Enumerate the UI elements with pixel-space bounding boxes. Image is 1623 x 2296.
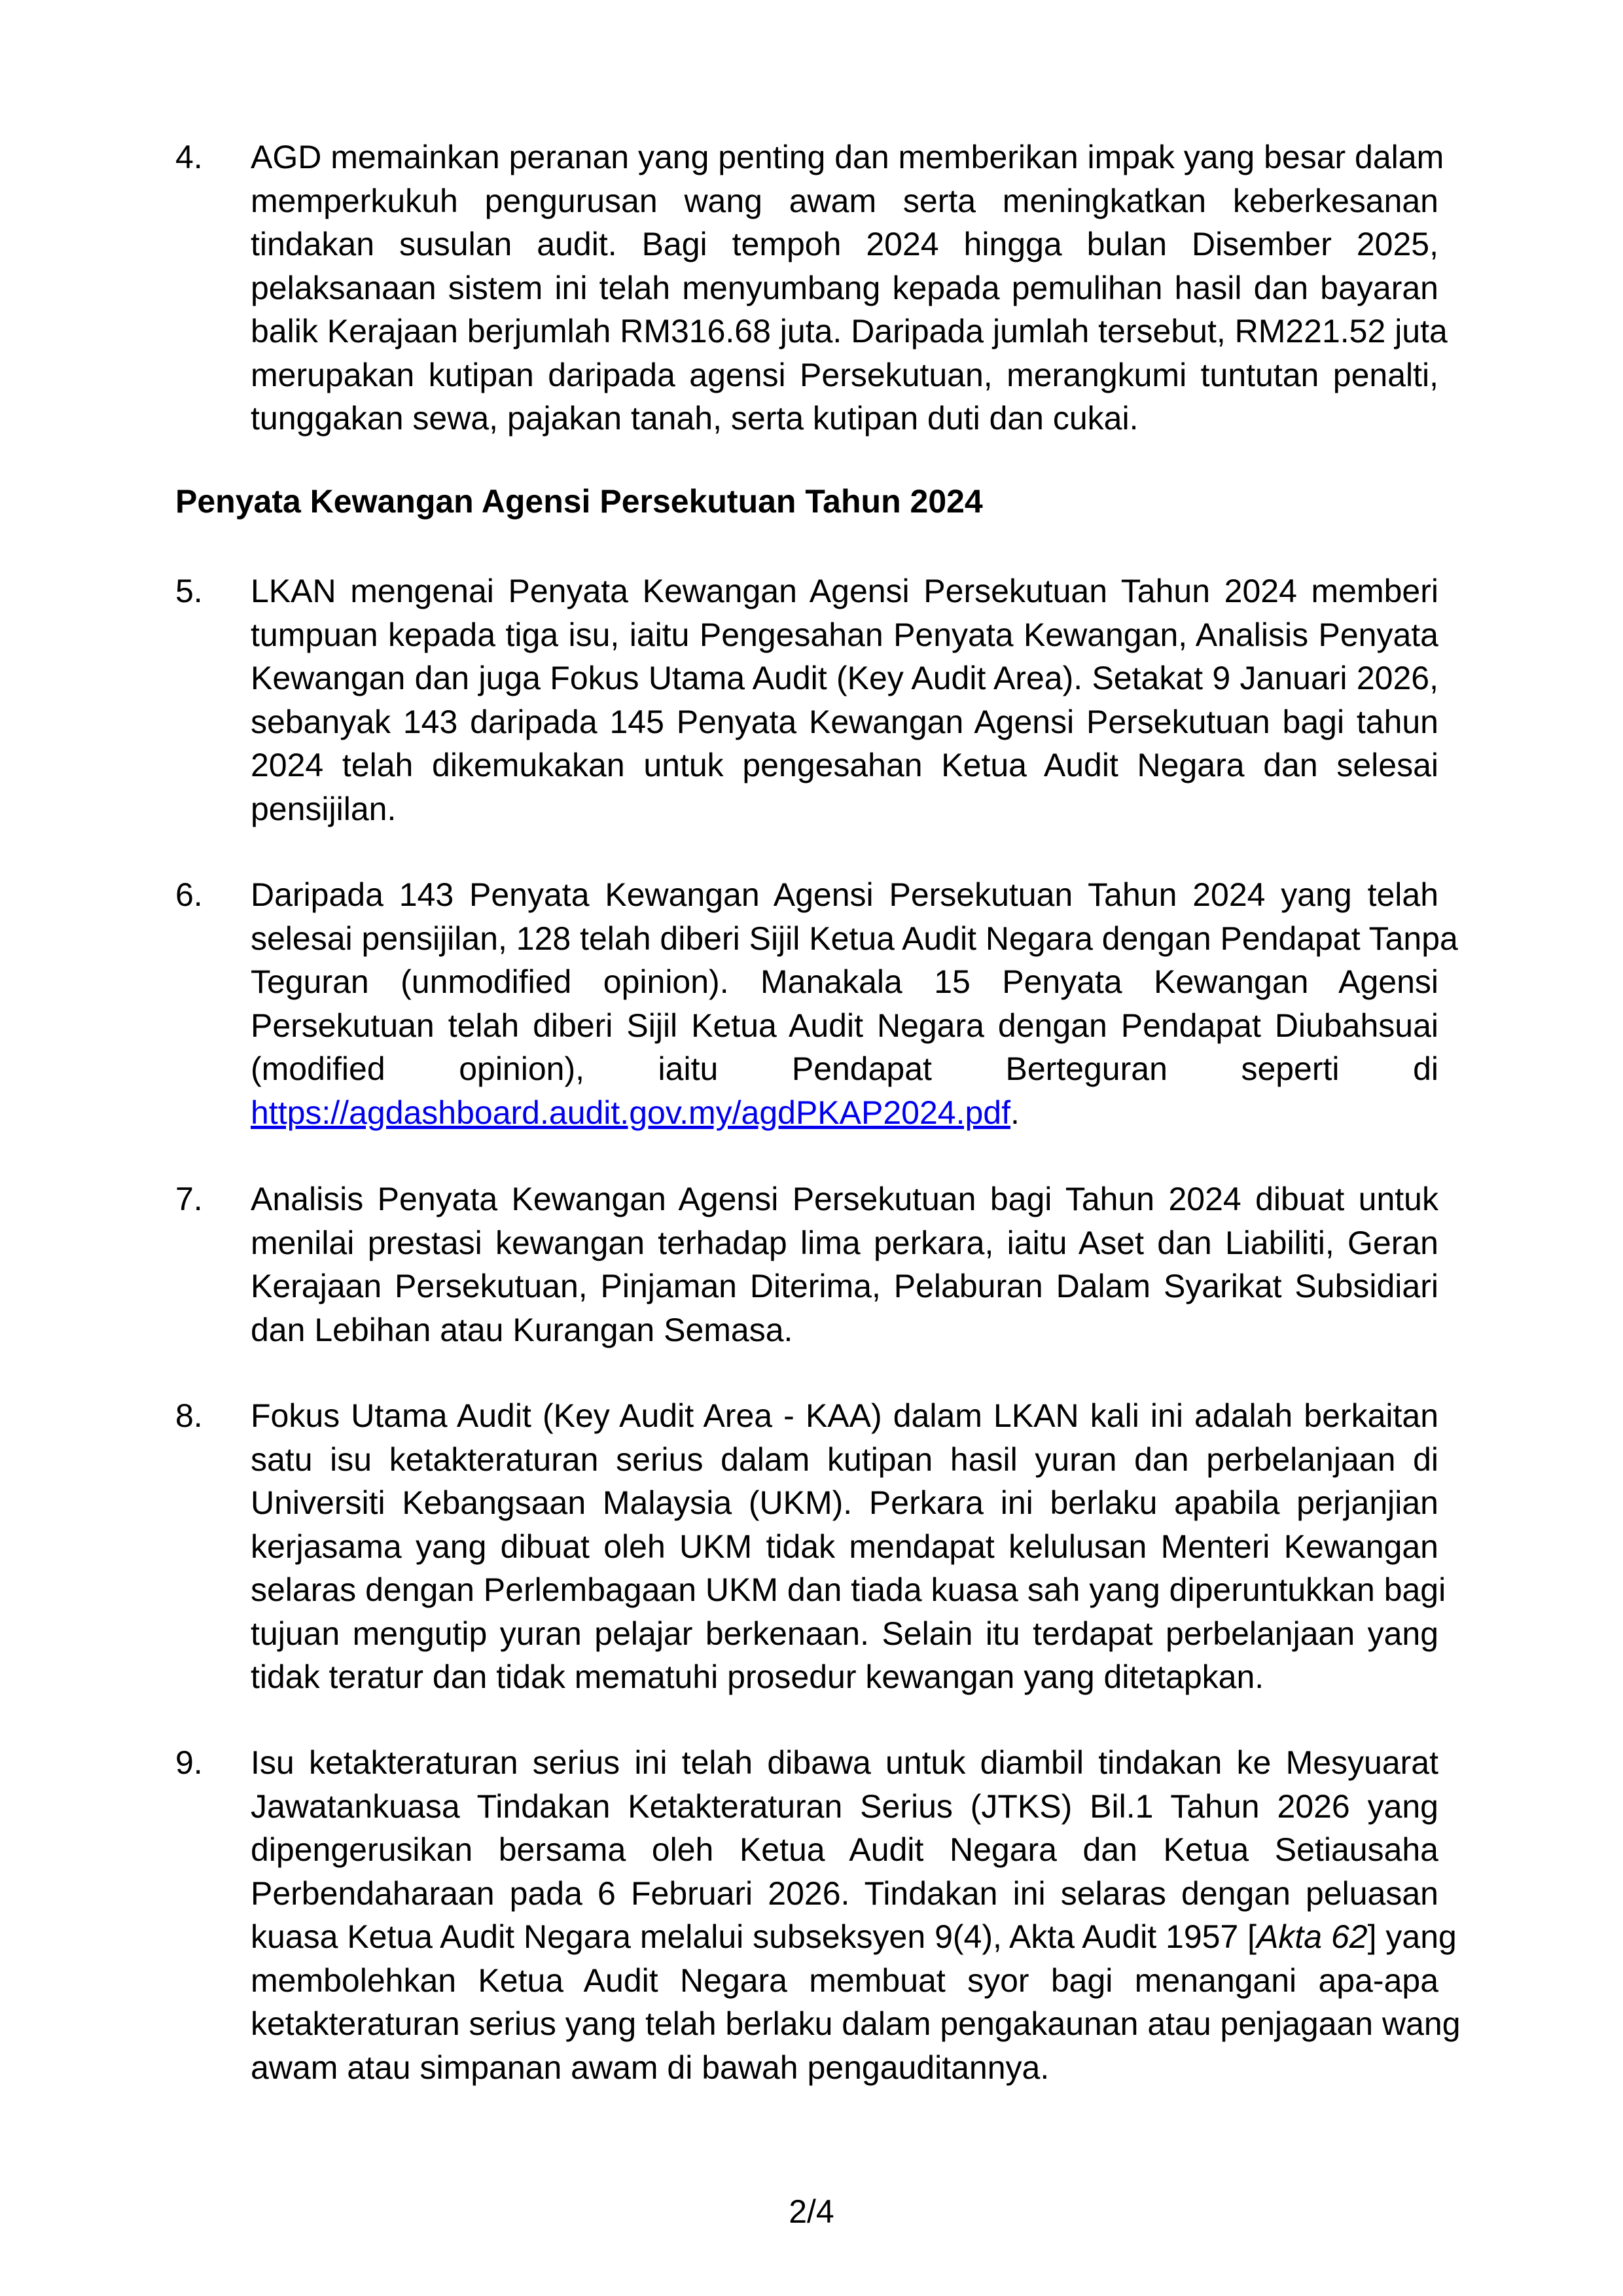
link-suffix: . xyxy=(1010,1094,1020,1131)
text-line: tidak teratur dan tidak mematuhi prosedur kewangan yang ditetapkan. xyxy=(251,1659,1264,1695)
text-line: menilai prestasi kewangan terhadap lima perkara, iaitu Aset dan Liabiliti, Geran xyxy=(251,1224,1438,1261)
paragraph-body xyxy=(251,135,1448,440)
text-line xyxy=(251,1915,1457,1959)
text-line: Daripada 143 Penyata Kewangan Agensi Persekutuan Tahun 2024 yang telah xyxy=(251,876,1438,913)
text-line: merupakan kutipan daripada agensi Persekutuan, merangkumi tuntutan penalti, xyxy=(251,356,1438,393)
text-line: memperkukuh pengurusan wang awam serta meningkatkan keberkesanan xyxy=(251,182,1438,219)
paragraph-number: 7. xyxy=(175,1181,203,1217)
text-line: dipengerusikan bersama oleh Ketua Audit Negara dan Ketua Setiausaha xyxy=(251,1831,1438,1868)
text-line: Kewangan dan juga Fokus Utama Audit (Key Audit Area). Setakat 9 Januari 2026, xyxy=(251,660,1438,696)
text-line: tumpuan kepada tiga isu, iaitu Pengesahan Penyata Kewangan, Analisis Penyata xyxy=(251,616,1438,653)
paragraph-number: 9. xyxy=(175,1744,203,1781)
pkap-2024-link[interactable]: https://agdashboard.audit.gov.my/agdPKAP2024.pdf xyxy=(251,1094,1010,1131)
paragraph-number: 5. xyxy=(175,573,203,609)
text-line: selesai pensijilan, 128 telah diberi Sijil Ketua Audit Negara dengan Pendapat Tanpa xyxy=(251,920,1458,957)
text-line: kerjasama yang dibuat oleh UKM tidak mendapat kelulusan Menteri Kewangan xyxy=(251,1528,1438,1565)
text-line: AGD memainkan peranan yang penting dan memberikan impak yang besar dalam xyxy=(251,139,1444,175)
text-line: (modified opinion), iaitu Pendapat Berteguran seperti di xyxy=(251,1050,1438,1087)
paragraph-number: 4. xyxy=(175,139,203,175)
text-line: balik Kerajaan berjumlah RM316.68 juta. Daripada jumlah tersebut, RM221.52 juta xyxy=(251,313,1448,350)
text-line: tindakan susulan audit. Bagi tempoh 2024 hingga bulan Disember 2025, xyxy=(251,226,1438,262)
text-line: satu isu ketakteraturan serius dalam kutipan hasil yuran dan perbelanjaan di xyxy=(251,1441,1438,1478)
text-segment: kuasa Ketua Audit Negara melalui subseksyen 9(4), Akta Audit 1957 [ xyxy=(251,1918,1257,1955)
text-line: 2024 telah dikemukakan untuk pengesahan Ketua Audit Negara dan selesai xyxy=(251,747,1438,783)
section-heading: Penyata Kewangan Agensi Persekutuan Tahun 2024 xyxy=(175,483,983,520)
text-line: Teguran (unmodified opinion). Manakala 15 Penyata Kewangan Agensi xyxy=(251,963,1438,1000)
text-line: tujuan mengutip yuran pelajar berkenaan. Selain itu terdapat perbelanjaan yang xyxy=(251,1615,1438,1652)
text-line xyxy=(251,1091,1438,1135)
text-line: pensijilan. xyxy=(251,790,397,827)
act-reference: Akta 62 xyxy=(1257,1918,1368,1955)
text-line: Jawatankuasa Tindakan Ketakteraturan Serius (JTKS) Bil.1 Tahun 2026 yang xyxy=(251,1787,1438,1825)
paragraph-body xyxy=(251,873,1458,1134)
text-line: Fokus Utama Audit (Key Audit Area - KAA) dalam LKAN kali ini adalah berkaitan xyxy=(251,1397,1438,1434)
text-line: sebanyak 143 daripada 145 Penyata Kewangan Agensi Persekutuan bagi tahun xyxy=(251,703,1438,740)
paragraph-body xyxy=(251,1177,1438,1352)
text-line: Perbendaharaan pada 6 Februari 2026. Tindakan ini selaras dengan peluasan xyxy=(251,1874,1438,1912)
paragraph-number: 6. xyxy=(175,876,203,913)
text-line: Analisis Penyata Kewangan Agensi Persekutuan bagi Tahun 2024 dibuat untuk xyxy=(251,1181,1438,1217)
text-line: Isu ketakteraturan serius ini telah dibawa untuk diambil tindakan ke Mesyuarat xyxy=(251,1744,1438,1781)
text-line: Universiti Kebangsaan Malaysia (UKM). Perkara ini berlaku apabila perjanjian xyxy=(251,1484,1438,1521)
text-line: Kerajaan Persekutuan, Pinjaman Diterima, Pelaburan Dalam Syarikat Subsidiari xyxy=(251,1268,1438,1304)
text-line: ketakteraturan serius yang telah berlaku dalam pengakaunan atau penjagaan wang xyxy=(251,2005,1461,2042)
text-line: pelaksanaan sistem ini telah menyumbang kepada pemulihan hasil dan bayaran xyxy=(251,269,1438,306)
text-line: tunggakan sewa, pajakan tanah, serta kutipan duti dan cukai. xyxy=(251,400,1139,437)
text-segment: ] yang xyxy=(1367,1918,1457,1955)
text-line: awam atau simpanan awam di bawah pengauditannya. xyxy=(251,2049,1050,2086)
text-line: LKAN mengenai Penyata Kewangan Agensi Persekutuan Tahun 2024 memberi xyxy=(251,573,1438,609)
text-line: Persekutuan telah diberi Sijil Ketua Audit Negara dengan Pendapat Diubahsuai xyxy=(251,1007,1438,1044)
paragraph-number: 8. xyxy=(175,1397,203,1434)
paragraph-body xyxy=(251,569,1438,831)
paragraph-body xyxy=(251,1394,1446,1699)
page-number: 2/4 xyxy=(789,2193,834,2230)
text-line: dan Lebihan atau Kurangan Semasa. xyxy=(251,1311,793,1348)
paragraph-body xyxy=(251,1741,1461,2089)
text-line: membolehkan Ketua Audit Negara membuat syor bagi menangani apa-apa xyxy=(251,1962,1438,1999)
text-line: selaras dengan Perlembagaan UKM dan tiada kuasa sah yang diperuntukkan bagi xyxy=(251,1571,1446,1608)
